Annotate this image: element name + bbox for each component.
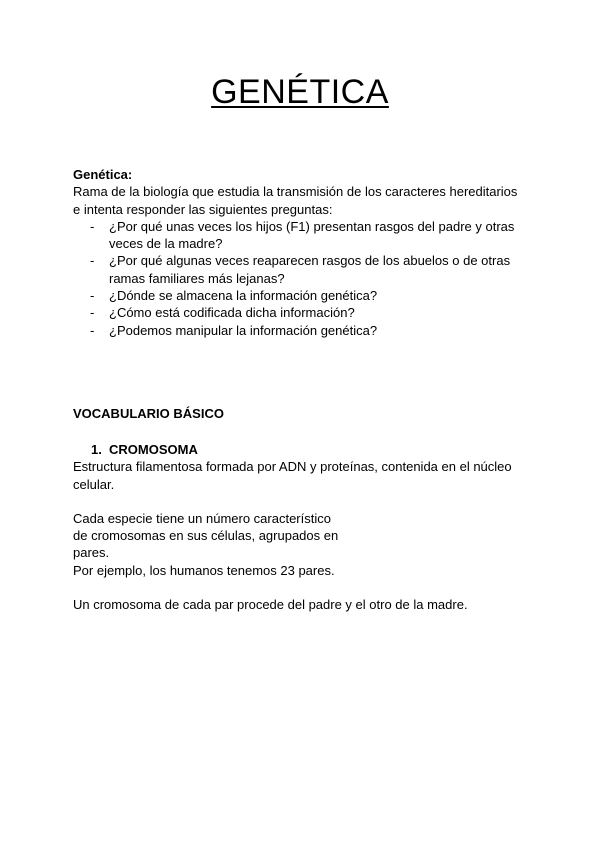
list-item	[73, 304, 533, 321]
question-text: ¿Por qué unas veces los hijos (F1) presentan rasgos del padre y otras	[109, 218, 515, 234]
question-text: ¿Podemos manipular la información genética?	[109, 322, 378, 338]
vocab-item-cromosoma	[73, 441, 533, 613]
paragraph-line: Por ejemplo, los humanos tenemos 23 pares.	[73, 562, 335, 578]
list-item	[73, 252, 533, 287]
questions-list	[73, 218, 533, 339]
question-text: ¿Cómo está codificada dicha información?	[109, 305, 355, 321]
definition-line: Estructura filamentosa formada por ADN y proteínas, contenida en el núcleo	[73, 459, 512, 475]
paragraph-line: Un cromosoma de cada par procede del padre y el otro de la madre.	[73, 597, 468, 613]
term-number: 1.	[91, 442, 102, 457]
question-text: veces de la madre?	[109, 236, 223, 252]
term-title: CROMOSOMA	[109, 442, 198, 457]
dash-bullet: -	[90, 218, 95, 234]
list-item	[73, 218, 533, 253]
intro-heading: Genética:	[73, 167, 133, 182]
intro-line: Rama de la biología que estudia la transmisión de los caracteres hereditarios	[73, 184, 518, 200]
question-text: ¿Dónde se almacena la información genética?	[109, 288, 378, 304]
question-text: ¿Por qué algunas veces reaparecen rasgos de los abuelos o de otras	[109, 253, 511, 269]
dash-bullet: -	[90, 322, 95, 338]
term-heading	[73, 441, 533, 458]
list-item	[73, 322, 533, 339]
intro-section	[73, 166, 533, 339]
dash-bullet: -	[90, 305, 95, 321]
page-title: GENÉTICA	[211, 73, 389, 111]
paragraph-line: de cromosomas en sus células, agrupados en	[73, 528, 339, 544]
vocab-heading: VOCABULARIO BÁSICO	[73, 406, 224, 421]
paragraph-line: Cada especie tiene un número característico	[73, 510, 331, 526]
question-text: ramas familiares más lejanas?	[109, 270, 285, 286]
intro-line: e intenta responder las siguientes preguntas:	[73, 201, 333, 217]
dash-bullet: -	[90, 253, 95, 269]
definition-line: celular.	[73, 476, 115, 492]
dash-bullet: -	[90, 288, 95, 304]
list-item	[73, 287, 533, 304]
paragraph-line: pares.	[73, 545, 110, 561]
